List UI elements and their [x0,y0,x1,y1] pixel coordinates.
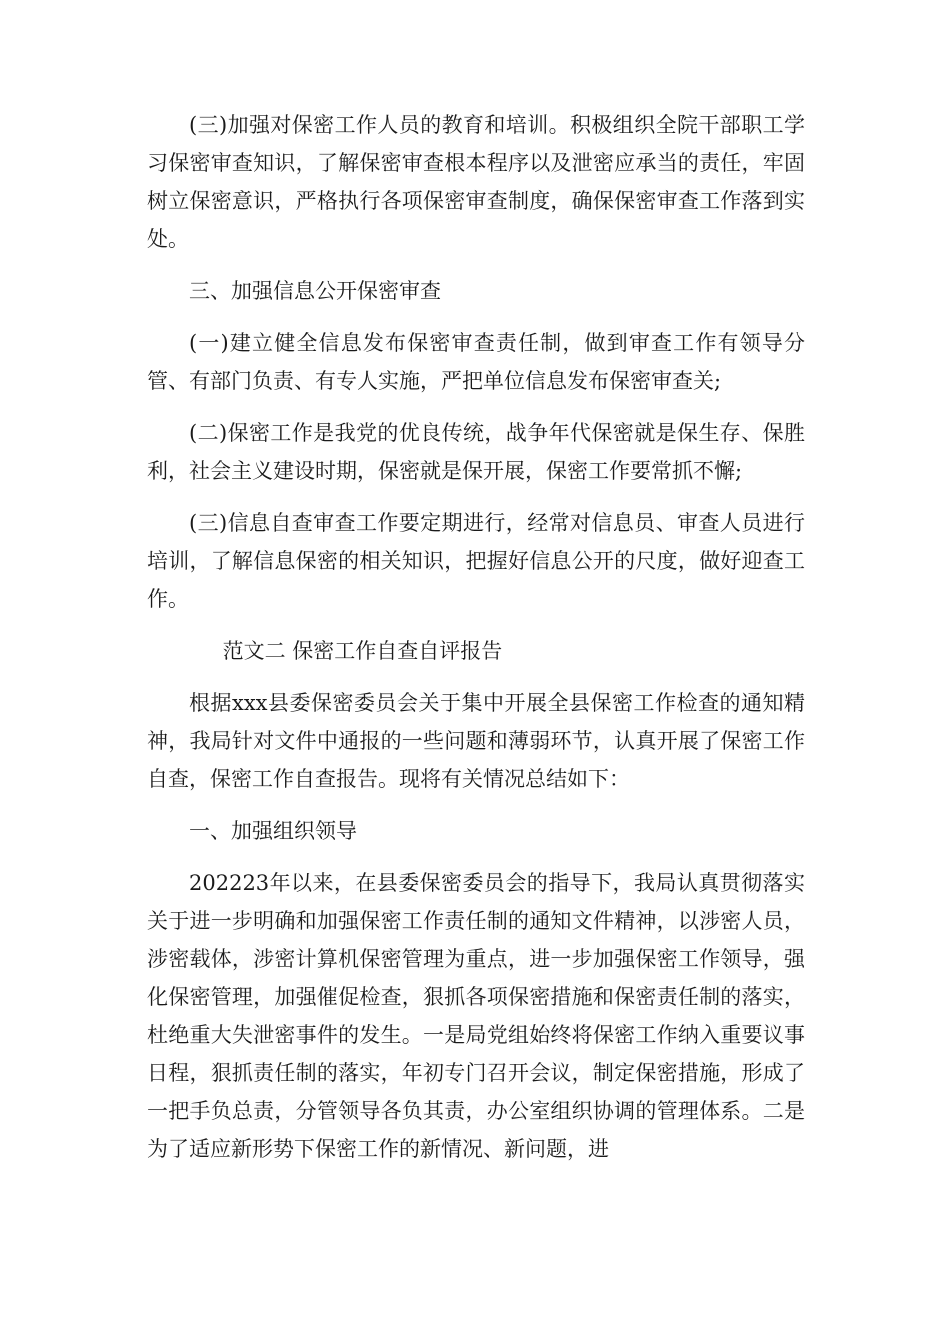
para-fine-tradition: (二)保密工作是我党的优良传统，战争年代保密就是保生存、保胜利，社会主义建设时期，保密就是保开展，保密工作要常抓不懈; [147,421,805,483]
para-training-education: (三)加强对保密工作人员的教育和培训。积极组织全院干部职工学习保密审查知识，了解保密审查根本程序以及泄密应承当的责任，牢固树立保密意识，严格执行各项保密审查制度，确保保密审查工作落到实处。 [147,113,805,251]
document-body [147,106,805,1182]
para-intro-notice: 根据xxx县委保密委员会关于集中开展全县保密工作检查的通知精神，我局针对文件中通报的一些问题和薄弱环节，认真开展了保密工作自查，保密工作自查报告。现将有关情况总结如下： [147,691,805,791]
para-since-year: 202223年以来，在县委保密委员会的指导下，我局认真贯彻落实关于进一步明确和加强保密工作责任制的通知文件精神，以涉密人员，涉密载体，涉密计算机保密管理为重点，进一步加强保密工作领导，强化保密管理，加强催促检查，狠抓各项保密措施和保密责任制的落实，杜绝重大失泄密事件的发生。一是局党组始终将保密工作纳入重要议事日程，狠抓责任制的落实，年初专门召开会议，制定保密措施，形成了 一把手负总责，分管领导各负其责，办公室组织协调的管理体系。二是为了适应新形势下保密工作的新情况、新问题，进 [147,871,805,1161]
para-responsibility-system: (一)建立健全信息发布保密审查责任制，做到审查工作有领导分管、有部门负责、有专人实施，严把单位信息发布保密审查关; [147,331,805,393]
para-regular-selfcheck: (三)信息自查审查工作要定期进行，经常对信息员、审查人员进行培训，了解信息保密的相关知识，把握好信息公开的尺度，做好迎查工作。 [147,511,805,611]
sample-title-2: 范文二 保密工作自查自评报告 [222,639,503,663]
section-heading-3: 三、加强信息公开保密审查 [189,279,441,303]
section-heading-1: 一、加强组织领导 [189,819,357,843]
